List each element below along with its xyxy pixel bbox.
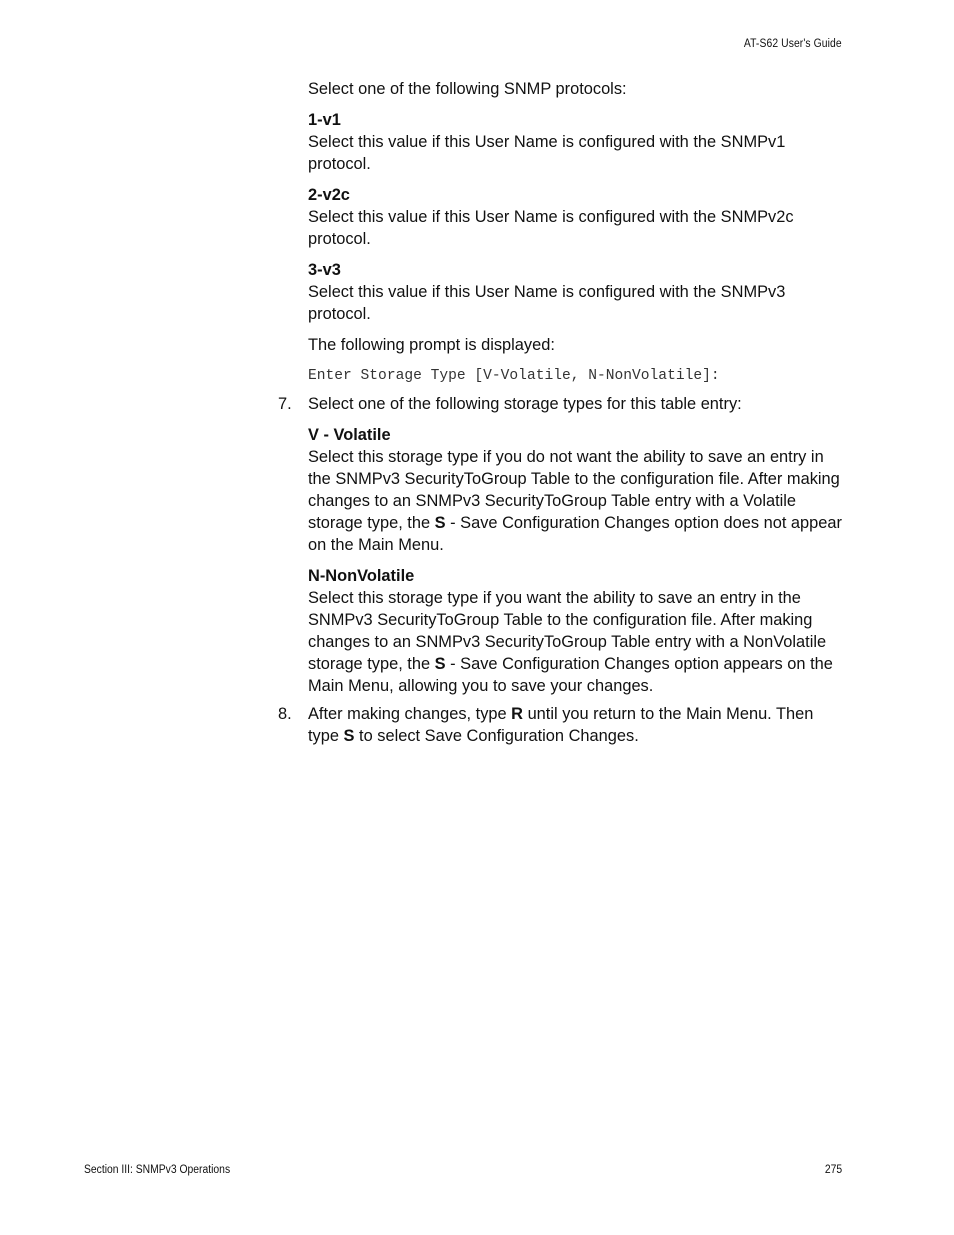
protocol-term: 1-v1 <box>308 111 341 129</box>
running-header: AT-S62 User's Guide <box>744 38 842 50</box>
step-number: 8. <box>278 705 292 723</box>
protocol-desc: Select this value if this User Name is configured with the SNMPv3 protocol. <box>308 283 786 323</box>
storage-desc <box>308 587 848 697</box>
desc-text: Select this storage type if you want the ability to save an entry in the SNMPv3 SecurityToGroup Table to the configuration file. After making changes to an SNMPv3 SecurityToGroup Table entry with a NonVolatile storage type, the <box>308 589 827 673</box>
storage-item-nonvolatile <box>308 565 848 697</box>
key-letter: S <box>434 514 446 532</box>
step-8 <box>278 703 848 747</box>
protocol-desc: Select this value if this User Name is configured with the SNMPv1 protocol. <box>308 133 786 173</box>
key-letter: S <box>343 727 355 745</box>
prompt-intro: The following prompt is displayed: <box>308 336 555 354</box>
protocol-item-v2c <box>308 184 848 250</box>
desc-text: Select this storage type if you do not want the ability to save an entry in the SNMPv3 SecurityToGroup Table to the configuration file. After making changes to an SNMPv3 SecurityToGroup Table entry with a Volatile storage type, the <box>308 448 840 532</box>
protocol-item-v1 <box>308 109 848 175</box>
step-text-part: After making changes, type <box>308 705 512 723</box>
key-letter: S <box>434 655 446 673</box>
desc-text: - Save Configuration Changes option does not appear on the Main Menu. <box>308 514 842 554</box>
protocol-desc: Select this value if this User Name is configured with the SNMPv2c protocol. <box>308 208 794 248</box>
step-text <box>308 703 848 747</box>
step-number: 7. <box>278 395 292 413</box>
protocol-term: 2-v2c <box>308 186 350 204</box>
storage-item-volatile <box>308 424 848 556</box>
page-number: 275 <box>824 1164 842 1176</box>
storage-desc <box>308 446 848 556</box>
protocol-term: 3-v3 <box>308 261 341 279</box>
page-body <box>278 78 848 747</box>
protocol-intro: Select one of the following SNMP protocols: <box>308 80 627 98</box>
prompt-code: Enter Storage Type [V-Volatile, N-NonVolatile]: <box>308 368 720 384</box>
storage-term: N-NonVolatile <box>308 567 415 585</box>
desc-text: - Save Configuration Changes option appears on the Main Menu, allowing you to save your changes. <box>308 655 833 695</box>
step-text-part: until you return to the Main Menu. Then type <box>308 705 814 745</box>
step-text-part: to select Save Configuration Changes. <box>354 727 639 745</box>
footer-section: Section III: SNMPv3 Operations <box>84 1164 231 1176</box>
protocol-item-v3 <box>308 259 848 325</box>
storage-term: V - Volatile <box>308 426 391 444</box>
key-letter: R <box>511 705 524 723</box>
step-7 <box>278 393 848 415</box>
step-text: Select one of the following storage types for this table entry: <box>308 395 742 413</box>
